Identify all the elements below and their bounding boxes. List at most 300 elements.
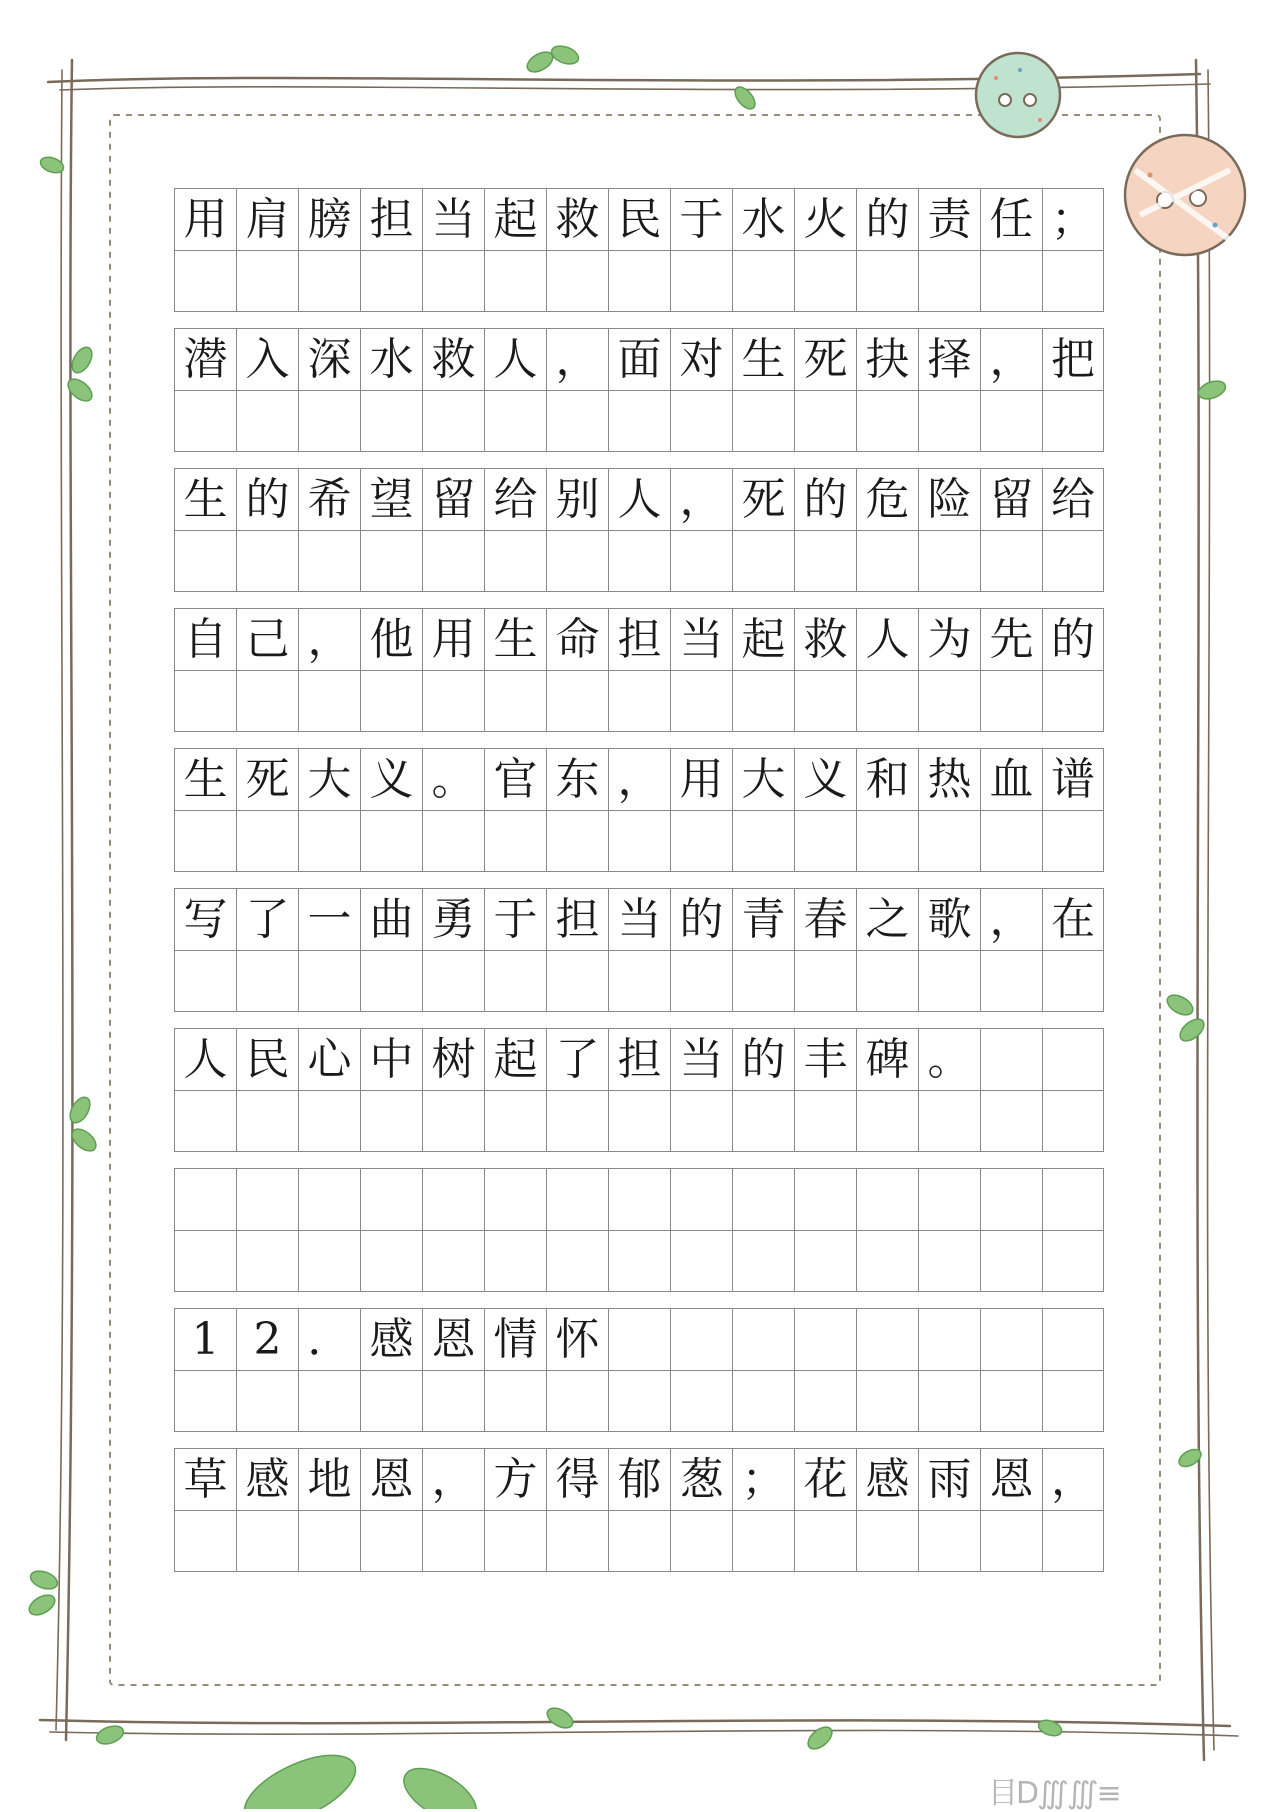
blank-cell xyxy=(174,390,236,452)
char-cell xyxy=(546,1168,608,1230)
text-row xyxy=(174,888,1104,950)
char-cell xyxy=(484,1168,546,1230)
char-cell: 给 xyxy=(1042,468,1104,530)
char-cell: 心 xyxy=(298,1028,360,1090)
char-cell: 感 xyxy=(856,1448,918,1510)
char-cell xyxy=(856,1168,918,1230)
blank-cell xyxy=(360,810,422,872)
blank-cell xyxy=(670,250,732,312)
char-cell xyxy=(1042,1308,1104,1370)
char-cell: 怀 xyxy=(546,1308,608,1370)
text-row xyxy=(174,608,1104,670)
blank-cell xyxy=(980,1090,1042,1152)
char-cell: 当 xyxy=(422,188,484,250)
blank-cell xyxy=(484,1090,546,1152)
blank-cell xyxy=(980,530,1042,592)
char-cell xyxy=(670,1168,732,1230)
char-cell: 起 xyxy=(732,608,794,670)
char-cell: 春 xyxy=(794,888,856,950)
char-cell: 面 xyxy=(608,328,670,390)
blank-cell xyxy=(484,1230,546,1292)
blank-cell xyxy=(546,390,608,452)
text-row xyxy=(174,188,1104,250)
blank-cell xyxy=(732,530,794,592)
char-cell xyxy=(980,1168,1042,1230)
char-cell: 和 xyxy=(856,748,918,810)
blank-cell xyxy=(298,810,360,872)
char-cell: 水 xyxy=(732,188,794,250)
char-cell: 生 xyxy=(174,748,236,810)
blank-practice-row xyxy=(174,950,1104,1012)
blank-cell xyxy=(980,250,1042,312)
char-cell: 感 xyxy=(360,1308,422,1370)
char-cell: 当 xyxy=(608,888,670,950)
green-button-icon xyxy=(976,53,1060,137)
char-cell: 义 xyxy=(794,748,856,810)
char-cell: 的 xyxy=(856,188,918,250)
char-cell: ， xyxy=(546,328,608,390)
char-cell: 大 xyxy=(298,748,360,810)
char-cell: 得 xyxy=(546,1448,608,1510)
blank-cell xyxy=(174,1230,236,1292)
char-cell xyxy=(794,1168,856,1230)
blank-cell xyxy=(546,950,608,1012)
blank-cell xyxy=(422,1370,484,1432)
char-cell: 为 xyxy=(918,608,980,670)
blank-cell xyxy=(422,1230,484,1292)
char-cell: 人 xyxy=(608,468,670,530)
blank-cell xyxy=(1042,250,1104,312)
blank-cell xyxy=(1042,390,1104,452)
row-gap xyxy=(174,732,1104,748)
blank-cell xyxy=(236,390,298,452)
blank-cell xyxy=(1042,810,1104,872)
char-cell: 之 xyxy=(856,888,918,950)
char-cell: 2 xyxy=(236,1308,298,1370)
blank-cell xyxy=(484,950,546,1012)
blank-cell xyxy=(236,1510,298,1572)
blank-cell xyxy=(856,670,918,732)
blank-cell xyxy=(794,670,856,732)
blank-cell xyxy=(670,530,732,592)
blank-cell xyxy=(484,670,546,732)
blank-cell xyxy=(422,530,484,592)
char-cell: 己 xyxy=(236,608,298,670)
blank-cell xyxy=(298,1230,360,1292)
blank-cell xyxy=(236,810,298,872)
blank-cell xyxy=(298,530,360,592)
char-cell: 起 xyxy=(484,188,546,250)
blank-cell xyxy=(608,670,670,732)
char-cell: 中 xyxy=(360,1028,422,1090)
text-row xyxy=(174,1448,1104,1510)
blank-cell xyxy=(546,1230,608,1292)
char-cell: 死 xyxy=(236,748,298,810)
char-cell: 地 xyxy=(298,1448,360,1510)
char-cell: 的 xyxy=(236,468,298,530)
blank-cell xyxy=(236,530,298,592)
blank-cell xyxy=(546,670,608,732)
blank-cell xyxy=(608,1510,670,1572)
blank-cell xyxy=(918,670,980,732)
char-cell: 民 xyxy=(236,1028,298,1090)
blank-cell xyxy=(360,530,422,592)
char-cell: 人 xyxy=(484,328,546,390)
char-cell: 血 xyxy=(980,748,1042,810)
blank-cell xyxy=(236,1230,298,1292)
blank-cell xyxy=(236,250,298,312)
blank-practice-row xyxy=(174,670,1104,732)
blank-cell xyxy=(174,810,236,872)
row-gap xyxy=(174,1292,1104,1308)
blank-cell xyxy=(918,1510,980,1572)
blank-practice-row xyxy=(174,1510,1104,1572)
blank-cell xyxy=(918,950,980,1012)
char-cell: ， xyxy=(422,1448,484,1510)
char-cell: ， xyxy=(608,748,670,810)
char-cell: 雨 xyxy=(918,1448,980,1510)
char-cell: 留 xyxy=(422,468,484,530)
char-cell xyxy=(298,1168,360,1230)
blank-cell xyxy=(484,1370,546,1432)
char-cell: 担 xyxy=(546,888,608,950)
char-cell xyxy=(918,1308,980,1370)
grid-line-3 xyxy=(174,468,1104,592)
char-cell: 入 xyxy=(236,328,298,390)
blank-cell xyxy=(794,530,856,592)
grid-line-8 xyxy=(174,1168,1104,1292)
char-cell: 的 xyxy=(732,1028,794,1090)
blank-cell xyxy=(856,1510,918,1572)
char-cell: 方 xyxy=(484,1448,546,1510)
char-cell: 曲 xyxy=(360,888,422,950)
blank-cell xyxy=(670,950,732,1012)
row-gap xyxy=(174,1012,1104,1028)
char-cell: 用 xyxy=(422,608,484,670)
char-cell: 担 xyxy=(608,1028,670,1090)
writing-grid-sheet xyxy=(174,188,1104,1572)
blank-cell xyxy=(298,1090,360,1152)
blank-cell xyxy=(918,810,980,872)
blank-cell xyxy=(298,390,360,452)
blank-cell xyxy=(856,390,918,452)
blank-cell xyxy=(732,1510,794,1572)
blank-practice-row xyxy=(174,810,1104,872)
char-cell: 命 xyxy=(546,608,608,670)
blank-cell xyxy=(980,1230,1042,1292)
char-cell: ， xyxy=(298,608,360,670)
blank-cell xyxy=(918,530,980,592)
char-cell: 人 xyxy=(174,1028,236,1090)
char-cell: ， xyxy=(980,328,1042,390)
blank-cell xyxy=(298,1510,360,1572)
blank-cell xyxy=(980,390,1042,452)
char-cell: 的 xyxy=(794,468,856,530)
blank-cell xyxy=(608,810,670,872)
char-cell: 给 xyxy=(484,468,546,530)
blank-cell xyxy=(980,670,1042,732)
char-cell: 了 xyxy=(236,888,298,950)
blank-cell xyxy=(794,1510,856,1572)
blank-cell xyxy=(670,1230,732,1292)
blank-cell xyxy=(422,810,484,872)
char-cell: ， xyxy=(1042,1448,1104,1510)
blank-cell xyxy=(794,1230,856,1292)
char-cell: 任 xyxy=(980,188,1042,250)
blank-cell xyxy=(980,950,1042,1012)
char-cell xyxy=(608,1168,670,1230)
char-cell: 担 xyxy=(360,188,422,250)
blank-cell xyxy=(794,250,856,312)
blank-cell xyxy=(608,1370,670,1432)
char-cell: 写 xyxy=(174,888,236,950)
grid-line-7 xyxy=(174,1028,1104,1152)
blank-cell xyxy=(670,390,732,452)
blank-practice-row xyxy=(174,250,1104,312)
blank-cell xyxy=(732,950,794,1012)
blank-cell xyxy=(732,1090,794,1152)
blank-cell xyxy=(1042,950,1104,1012)
blank-cell xyxy=(546,250,608,312)
blank-cell xyxy=(360,1370,422,1432)
blank-cell xyxy=(918,390,980,452)
grid-line-10 xyxy=(174,1448,1104,1572)
blank-practice-row xyxy=(174,1230,1104,1292)
blank-cell xyxy=(360,1510,422,1572)
char-cell: 当 xyxy=(670,608,732,670)
char-cell: 大 xyxy=(732,748,794,810)
char-cell xyxy=(794,1308,856,1370)
char-cell: 先 xyxy=(980,608,1042,670)
char-cell: 花 xyxy=(794,1448,856,1510)
blank-cell xyxy=(298,250,360,312)
char-cell xyxy=(236,1168,298,1230)
char-cell: 责 xyxy=(918,188,980,250)
char-cell: 恩 xyxy=(422,1308,484,1370)
text-row xyxy=(174,1308,1104,1370)
blank-cell xyxy=(856,530,918,592)
blank-cell xyxy=(360,1090,422,1152)
blank-cell xyxy=(298,1370,360,1432)
blank-cell xyxy=(360,390,422,452)
char-cell: 了 xyxy=(546,1028,608,1090)
blank-cell xyxy=(1042,530,1104,592)
grid-line-9 xyxy=(174,1308,1104,1432)
blank-cell xyxy=(732,250,794,312)
blank-cell xyxy=(484,390,546,452)
blank-cell xyxy=(1042,670,1104,732)
char-cell xyxy=(856,1308,918,1370)
char-cell: 潜 xyxy=(174,328,236,390)
blank-cell xyxy=(422,390,484,452)
char-cell: 郁 xyxy=(608,1448,670,1510)
blank-cell xyxy=(918,1370,980,1432)
blank-cell xyxy=(856,250,918,312)
char-cell xyxy=(980,1028,1042,1090)
char-cell: 青 xyxy=(732,888,794,950)
char-cell: ； xyxy=(732,1448,794,1510)
char-cell: 救 xyxy=(546,188,608,250)
blank-practice-row xyxy=(174,530,1104,592)
blank-cell xyxy=(856,950,918,1012)
char-cell: 水 xyxy=(360,328,422,390)
blank-cell xyxy=(1042,1090,1104,1152)
blank-cell xyxy=(484,250,546,312)
blank-cell xyxy=(856,1230,918,1292)
blank-cell xyxy=(484,530,546,592)
grid-line-5 xyxy=(174,748,1104,872)
char-cell: 的 xyxy=(1042,608,1104,670)
blank-cell xyxy=(298,670,360,732)
char-cell: 死 xyxy=(732,468,794,530)
char-cell: 人 xyxy=(856,608,918,670)
blank-cell xyxy=(546,1090,608,1152)
char-cell xyxy=(360,1168,422,1230)
char-cell xyxy=(1042,1028,1104,1090)
blank-cell xyxy=(608,950,670,1012)
char-cell: 。 xyxy=(422,748,484,810)
char-cell: 生 xyxy=(174,468,236,530)
char-cell: 救 xyxy=(422,328,484,390)
grid-line-1 xyxy=(174,188,1104,312)
char-cell: 对 xyxy=(670,328,732,390)
char-cell: 于 xyxy=(484,888,546,950)
char-cell: 的 xyxy=(670,888,732,950)
row-gap xyxy=(174,872,1104,888)
row-gap xyxy=(174,1432,1104,1448)
char-cell: 抉 xyxy=(856,328,918,390)
blank-cell xyxy=(422,1090,484,1152)
blank-cell xyxy=(360,950,422,1012)
char-cell: 歌 xyxy=(918,888,980,950)
blank-cell xyxy=(794,810,856,872)
char-cell xyxy=(422,1168,484,1230)
char-cell: 险 xyxy=(918,468,980,530)
blank-cell xyxy=(422,950,484,1012)
blank-cell xyxy=(732,670,794,732)
blank-cell xyxy=(608,1230,670,1292)
char-cell: ； xyxy=(1042,188,1104,250)
grid-line-6 xyxy=(174,888,1104,1012)
blank-practice-row xyxy=(174,1370,1104,1432)
char-cell: 死 xyxy=(794,328,856,390)
blank-cell xyxy=(670,1090,732,1152)
char-cell: 望 xyxy=(360,468,422,530)
blank-cell xyxy=(732,810,794,872)
char-cell: 民 xyxy=(608,188,670,250)
char-cell xyxy=(732,1308,794,1370)
blank-cell xyxy=(856,1090,918,1152)
char-cell xyxy=(174,1168,236,1230)
blank-cell xyxy=(856,810,918,872)
blank-cell xyxy=(856,1370,918,1432)
row-gap xyxy=(174,312,1104,328)
blank-cell xyxy=(236,950,298,1012)
blank-practice-row xyxy=(174,390,1104,452)
blank-cell xyxy=(360,1230,422,1292)
char-cell: 当 xyxy=(670,1028,732,1090)
blank-cell xyxy=(794,390,856,452)
char-cell: ， xyxy=(980,888,1042,950)
grid-line-2 xyxy=(174,328,1104,452)
blank-cell xyxy=(1042,1370,1104,1432)
char-cell: 危 xyxy=(856,468,918,530)
grid-line-4 xyxy=(174,608,1104,732)
char-cell: 起 xyxy=(484,1028,546,1090)
char-cell: 情 xyxy=(484,1308,546,1370)
char-cell: 自 xyxy=(174,608,236,670)
blank-cell xyxy=(980,1510,1042,1572)
blank-cell xyxy=(670,1370,732,1432)
row-gap xyxy=(174,1152,1104,1168)
blank-cell xyxy=(174,670,236,732)
blank-cell xyxy=(670,810,732,872)
char-cell: 择 xyxy=(918,328,980,390)
blank-cell xyxy=(360,250,422,312)
char-cell xyxy=(608,1308,670,1370)
char-cell: 一 xyxy=(298,888,360,950)
blank-cell xyxy=(608,390,670,452)
blank-cell xyxy=(174,250,236,312)
char-cell: 担 xyxy=(608,608,670,670)
blank-cell xyxy=(918,1230,980,1292)
char-cell: 于 xyxy=(670,188,732,250)
char-cell: 义 xyxy=(360,748,422,810)
text-row xyxy=(174,1168,1104,1230)
blank-cell xyxy=(608,1090,670,1152)
blank-cell xyxy=(546,1510,608,1572)
blank-cell xyxy=(670,670,732,732)
char-cell: 碑 xyxy=(856,1028,918,1090)
row-gap xyxy=(174,592,1104,608)
blank-cell xyxy=(422,670,484,732)
char-cell xyxy=(732,1168,794,1230)
char-cell: 葱 xyxy=(670,1448,732,1510)
blank-cell xyxy=(794,1370,856,1432)
blank-cell xyxy=(980,1370,1042,1432)
char-cell xyxy=(918,1168,980,1230)
char-cell: 救 xyxy=(794,608,856,670)
char-cell: ， xyxy=(670,468,732,530)
blank-cell xyxy=(1042,1510,1104,1572)
row-gap xyxy=(174,452,1104,468)
blank-cell xyxy=(236,1090,298,1152)
char-cell: 用 xyxy=(174,188,236,250)
char-cell: 他 xyxy=(360,608,422,670)
char-cell: 勇 xyxy=(422,888,484,950)
blank-cell xyxy=(484,810,546,872)
blank-cell xyxy=(236,670,298,732)
char-cell: 膀 xyxy=(298,188,360,250)
blank-cell xyxy=(732,1230,794,1292)
blank-cell xyxy=(918,1090,980,1152)
char-cell: 树 xyxy=(422,1028,484,1090)
blank-cell xyxy=(670,1510,732,1572)
blank-cell xyxy=(918,250,980,312)
char-cell: 用 xyxy=(670,748,732,810)
blank-cell xyxy=(484,1510,546,1572)
blank-cell xyxy=(1042,1230,1104,1292)
char-cell: 深 xyxy=(298,328,360,390)
blank-cell xyxy=(360,670,422,732)
blank-cell xyxy=(422,250,484,312)
blank-cell xyxy=(794,1090,856,1152)
char-cell xyxy=(1042,1168,1104,1230)
text-row xyxy=(174,468,1104,530)
char-cell: ． xyxy=(298,1308,360,1370)
blank-cell xyxy=(546,810,608,872)
char-cell: 东 xyxy=(546,748,608,810)
